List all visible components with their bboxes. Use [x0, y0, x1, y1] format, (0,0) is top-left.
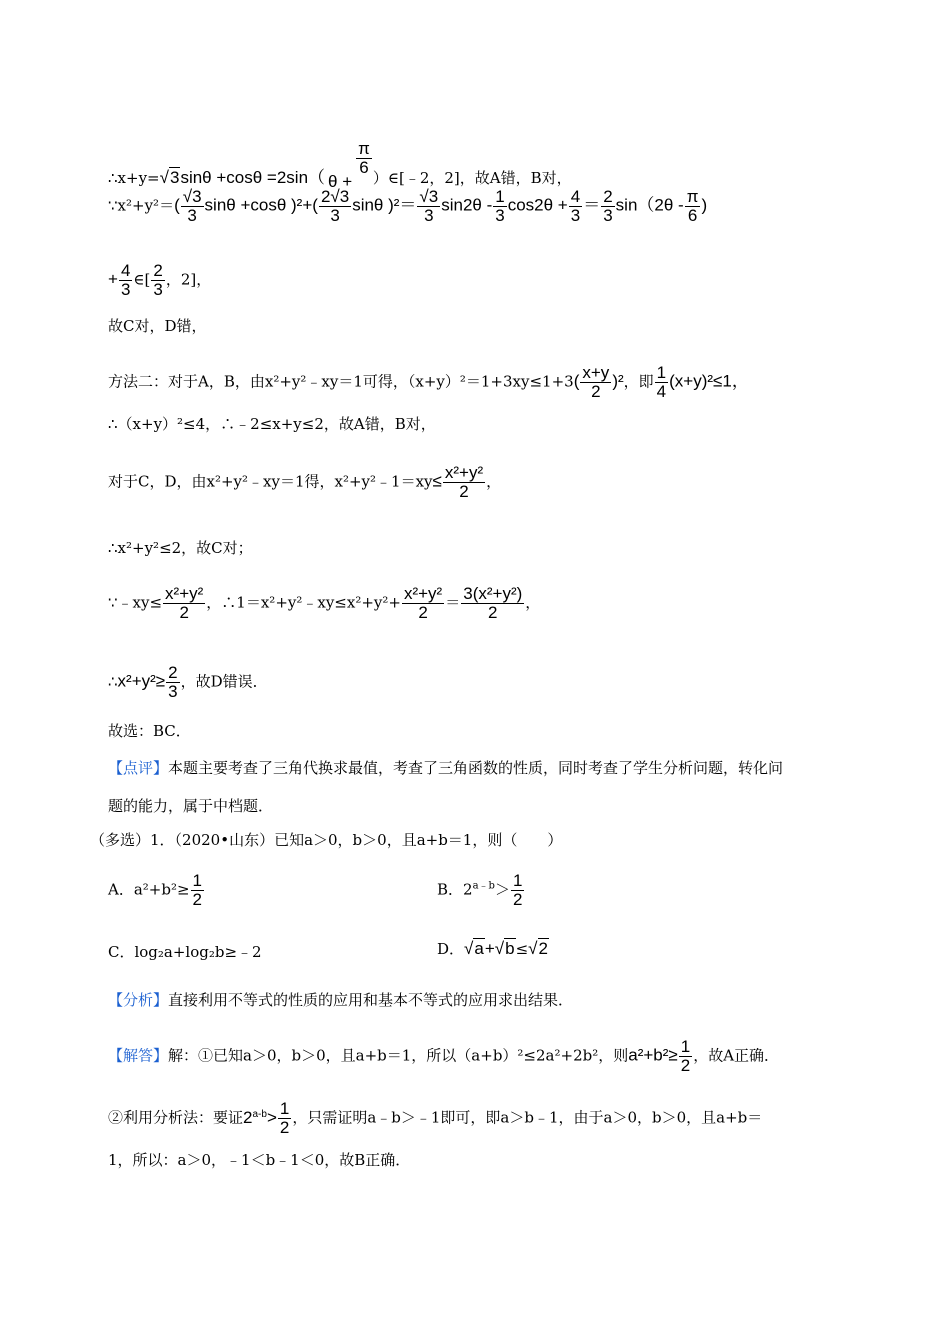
option-d: D．√a+√b≤√2	[437, 939, 548, 958]
text: ②利用分析法：要证	[108, 1108, 244, 1127]
comment-tag: 【点评】	[108, 759, 169, 777]
solution-line-1: ∴x+y=√3sinθ +cosθ =2sin（ θ + $\frac{\pi}{6}$ ）∈[﹣2，2]，故A错，B对，	[108, 139, 572, 191]
text: ∵x²+y²＝	[108, 196, 175, 215]
text: cos2θ +	[507, 195, 568, 215]
text: sin（2θ -	[615, 195, 684, 215]
option-a	[108, 872, 205, 909]
solution-detail-3: 1，所以：a＞0，﹣1＜b﹣1＜0，故B正确．	[108, 1151, 411, 1169]
text: 方法二：对于A，B，由x²+y²﹣xy＝1可得，（x+y）²＝1+3xy≤1+3	[108, 372, 574, 391]
text: ∈[	[133, 270, 151, 289]
text: ）∈[﹣2，2]，故A错，B对，	[372, 169, 572, 187]
fraction: $\frac{2√3}{3}$	[320, 187, 350, 225]
text: ，只需证明a﹣b＞﹣1即可，即a＞b﹣1，由于a＞0，b＞0，且a+b＝	[292, 1108, 763, 1127]
text: ，	[525, 593, 541, 612]
fraction: $\frac{1}{2}$	[279, 1099, 290, 1137]
text: sinθ +cosθ )²+(	[204, 195, 318, 215]
fraction: $\frac{1}{3}$	[495, 187, 505, 225]
text: )	[701, 195, 708, 215]
text: ＝	[445, 593, 461, 612]
solution-line-5: 方法二：对于A，B，由x²+y²﹣xy＝1可得，（x+y）²＝1+3xy≤1+3( $\frac{x+y}{2}$ )²，即 $\frac{1}{4}$ (x+y)²≤1，	[108, 363, 749, 401]
text: D．	[437, 940, 465, 958]
solution-line-3: + $\frac{4}{3}$ ∈[ $\frac{2}{3}$ ，2]，	[108, 261, 212, 299]
text: B．2	[437, 880, 473, 899]
fraction: $\frac{√3}{3}$	[419, 187, 439, 225]
text: ∴	[108, 672, 118, 691]
fraction: $\frac{2}{3}$	[153, 261, 163, 299]
answer-line: 故选：BC．	[108, 722, 191, 740]
fraction: $\frac{1}{4}$	[656, 363, 667, 401]
text: ∴x+y=	[108, 169, 160, 187]
text: A．a²+b²≥	[108, 880, 190, 899]
exponent: a﹣b	[472, 880, 495, 892]
text: 解：①已知a＞0，b＞0，且a+b＝1，所以（a+b）²≤2a²+2b²，则	[168, 1046, 629, 1065]
text: ＞	[494, 880, 510, 899]
solution-line-7: 对于C，D，由x²+y²﹣xy＝1得，x²+y²﹣1＝xy≤ $\frac{\text{x²+y²}}{2}$ ，	[108, 463, 502, 501]
option-b	[437, 872, 525, 909]
fraction: $\frac{4}{3}$	[570, 187, 581, 225]
text: ，2]，	[165, 270, 212, 289]
text: ，∴1＝x²+y²﹣xy≤x²+y²+	[206, 593, 401, 612]
fraction: $\frac{\text{3(x²+y²)}}{2}$	[463, 584, 523, 622]
fraction: $\frac{4}{3}$	[120, 261, 131, 299]
solution-line-10: ∴x²+y²≥ $\frac{2}{3}$ ，故D错误．	[108, 663, 268, 701]
text: 对于C，D，由x²+y²﹣xy＝1得，x²+y²﹣1＝xy	[108, 472, 433, 491]
fraction: $\frac{2}{3}$	[168, 663, 178, 701]
text: sinθ +cosθ =2sin（	[180, 168, 326, 187]
solution-line-6: ∴（x+y）²≤4，∴﹣2≤x+y≤2，故A错，B对，	[108, 415, 436, 433]
fraction: $\frac{\text{x²+y²}}{2}$	[444, 463, 484, 501]
fraction: $\frac{\text{x²+y²}}{2}$	[165, 584, 204, 622]
comment-line-1	[108, 758, 783, 778]
text: ∵﹣xy≤	[108, 593, 163, 612]
analysis-tag: 【分析】	[108, 991, 169, 1009]
text: sinθ )²＝	[352, 195, 417, 215]
solution-line-2: ∵x²+y²＝( $\frac{√3}{3}$ sinθ +cosθ )²+( $\frac{2√3}{3}$ sinθ )²＝ $\frac{√3}{3}$ sin2θ - $\frac{1}{3}$ cos2θ + $\frac{4}{3}$ ＝ $\frac{2}{3}$ sin（2θ - $\frac{\pi}{6}$ )	[108, 187, 708, 225]
fraction: $\frac{\text{x²+y²}}{2}$	[403, 584, 443, 622]
fraction-theta-pi6: θ +	[328, 172, 353, 191]
fraction-pi-6: $\frac{\pi}{6}$	[358, 139, 370, 177]
text: ，故A正确．	[693, 1046, 780, 1065]
text: ≤	[515, 940, 529, 958]
analysis-line	[108, 990, 573, 1010]
text: 本题主要考查了三角代换求最值，考查了三角函数的性质，同时考查了学生分析问题，转化问	[168, 759, 784, 777]
text: ，即	[623, 372, 654, 391]
text: (x+y)²≤1，	[669, 371, 749, 391]
fraction: $\frac{2}{3}$	[603, 187, 613, 225]
solution-tag: 【解答】	[108, 1046, 169, 1065]
text: ，	[486, 472, 502, 491]
fraction: $\frac{\pi}{6}$	[686, 187, 699, 225]
solution-line-9	[108, 585, 540, 622]
fraction: $\frac{1}{2}$	[680, 1037, 691, 1075]
fraction: $\frac{√3}{3}$	[182, 187, 202, 225]
solution-line-8: ∴x²+y²≤2，故C对；	[108, 539, 253, 557]
question-stem: （多选）1．（2020•山东）已知a＞0，b＞0，且a+b＝1，则（ ）	[90, 831, 563, 849]
solution-detail-1: 【解答】解：①已知a＞0，b＞0，且a+b＝1，所以（a+b）²≤2a²+2b²，则a²+b²≥ $\frac{1}{2}$ ，故A正确．	[108, 1037, 780, 1075]
fraction: $\frac{x+y}{2}$	[582, 363, 610, 401]
solution-line-4: 故C对，D错，	[108, 317, 207, 335]
text: ，故D错误．	[180, 672, 268, 691]
text: 直接利用不等式的性质的应用和基本不等式的应用求出结果．	[168, 991, 574, 1009]
fraction: $\frac{1}{2}$	[512, 871, 523, 909]
text: sin2θ -	[441, 195, 493, 215]
option-c: C．log₂a+log₂b≥﹣2	[108, 943, 262, 961]
solution-detail-2: ②利用分析法：要证$2^{a-b}>$ $\frac{1}{2}$ ，只需证明a﹣b＞﹣1即可，即a＞b﹣1，由于a＞0，b＞0，且a+b＝	[108, 1099, 763, 1137]
comment-line-2: 题的能力，属于中档题．	[108, 797, 274, 815]
fraction: $\frac{1}{2}$	[192, 871, 203, 909]
